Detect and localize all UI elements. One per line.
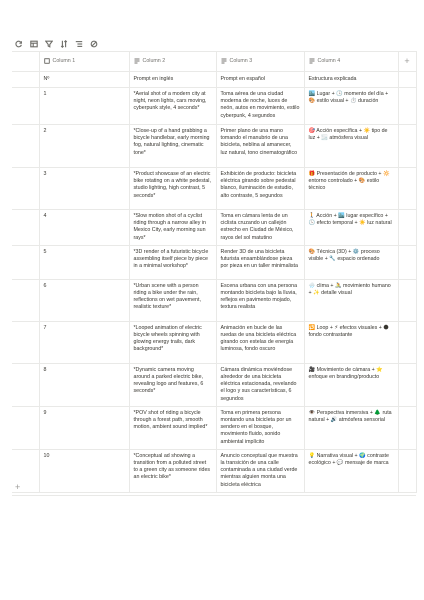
table-toolbar xyxy=(14,38,99,50)
cell-number[interactable]: 5 xyxy=(39,245,129,279)
empty-cell xyxy=(398,125,416,168)
text-property-icon xyxy=(134,58,140,64)
cell-prompt-en[interactable]: *Conceptual ad showing a transition from a polluted street to a green city as someone rides an electric bike* xyxy=(129,449,216,492)
empty-cell xyxy=(398,88,416,125)
cell-number[interactable]: 6 xyxy=(39,279,129,321)
database-table xyxy=(12,51,416,493)
empty-cell xyxy=(398,279,416,321)
cell-structure[interactable]: 🔁 Loop + ⚡ efectos visuales + 🌑 fondo contrastante xyxy=(304,321,398,363)
cell-structure[interactable]: 👁️ Perspectiva inmersiva + 🌲 ruta natural + 🔊 atmósfera sensorial xyxy=(304,406,398,449)
cell-prompt-es[interactable]: Cámara dinámica moviéndose alrededor de una bicicleta eléctrica estacionada, revelando el logo y sus características, 6 segundos xyxy=(216,363,304,406)
add-row-button[interactable]: + xyxy=(15,482,21,492)
table-row[interactable] xyxy=(12,245,416,279)
column-header-1[interactable] xyxy=(39,52,129,72)
row-handle xyxy=(12,245,39,279)
cell-number[interactable]: 7 xyxy=(39,321,129,363)
cell-prompt-es[interactable]: Toma en cámara lenta de un ciclista cruzando un callejón estrecho en Ciudad de México, rayos del sol matutino xyxy=(216,210,304,246)
cell-prompt-es[interactable]: Toma aérea de una ciudad moderna de noche, luces de neón, autos en movimiento, estilo cyberpunk, 4 segundos xyxy=(216,88,304,125)
table-row[interactable] xyxy=(12,210,416,246)
cell-number[interactable]: 1 xyxy=(39,88,129,125)
cell-structure[interactable]: 🎁 Presentación de producto + 🔆 entorno controlado + 🎨 estilo técnico xyxy=(304,168,398,210)
cell-prompt-en[interactable]: *Close-up of a hand grabbing a bicycle handlebar, early morning fog, natural lighting, cinematic tone* xyxy=(129,125,216,168)
group-icon[interactable] xyxy=(74,39,84,49)
row-handle xyxy=(12,168,39,210)
column-header-row xyxy=(12,52,416,72)
empty-cell xyxy=(398,72,416,88)
row-handle xyxy=(12,125,39,168)
table-row[interactable] xyxy=(12,363,416,406)
cell-number[interactable]: 8 xyxy=(39,363,129,406)
column-header-label: Column 1 xyxy=(52,57,76,64)
cell-prompt-en[interactable]: Prompt en inglés xyxy=(129,72,216,88)
cell-prompt-es[interactable]: Anuncio conceptual que muestra la transición de una calle contaminada a una ciudad verde mientras alguien monta una bicicleta eléctrica xyxy=(216,449,304,492)
cell-prompt-en[interactable]: *Dynamic camera moving around a parked electric bike, revealing logo and features, 6 seconds* xyxy=(129,363,216,406)
cell-structure[interactable]: 🎥 Movimiento de cámara + ⭐ enfoque en branding/producto xyxy=(304,363,398,406)
empty-cell xyxy=(398,168,416,210)
row-handle-header xyxy=(12,52,39,72)
cell-structure[interactable]: 🎯 Acción específica + ☀️ tipo de luz + 🌫️ atmósfera visual xyxy=(304,125,398,168)
table-row[interactable] xyxy=(12,125,416,168)
cell-number[interactable]: 4 xyxy=(39,210,129,246)
cell-number[interactable]: 3 xyxy=(39,168,129,210)
cell-number[interactable]: 2 xyxy=(39,125,129,168)
text-property-icon xyxy=(309,58,315,64)
row-handle xyxy=(12,321,39,363)
cell-prompt-en[interactable]: *POV shot of riding a bicycle through a forest path, smooth motion, ambient sound implied* xyxy=(129,406,216,449)
column-header-label: Column 3 xyxy=(229,57,253,64)
row-handle xyxy=(12,210,39,246)
cell-number[interactable]: 9 xyxy=(39,406,129,449)
empty-cell xyxy=(398,245,416,279)
column-header-label: Column 4 xyxy=(317,57,341,64)
add-column-button[interactable]: + xyxy=(398,52,416,72)
cell-number[interactable]: Nº xyxy=(39,72,129,88)
cell-structure[interactable]: 💡 Narrativa visual + 🌍 contraste ecológico + 💬 mensaje de marca xyxy=(304,449,398,492)
cell-prompt-es[interactable]: Primer plano de una mano tomando el manubrio de una bicicleta, neblina al amanecer, luz natural, tono cinematográfico xyxy=(216,125,304,168)
column-header-label: Column 2 xyxy=(142,57,166,64)
table-row[interactable] xyxy=(12,88,416,125)
table-row[interactable] xyxy=(12,279,416,321)
empty-cell xyxy=(398,210,416,246)
cell-number[interactable]: 10 xyxy=(39,449,129,492)
cell-prompt-es[interactable]: Render 3D de una bicicleta futurista ensamblándose pieza por pieza en un taller minimalista xyxy=(216,245,304,279)
column-header-3[interactable] xyxy=(216,52,304,72)
empty-cell xyxy=(398,406,416,449)
table-row[interactable] xyxy=(12,406,416,449)
cell-prompt-es[interactable]: Escena urbana con una persona montando bicicleta bajo la lluvia, reflejos en pavimento mojado, textura realista xyxy=(216,279,304,321)
text-property-icon xyxy=(221,58,227,64)
row-handle xyxy=(12,279,39,321)
cell-prompt-en[interactable]: *Slow motion shot of a cyclist riding through a narrow alley in Mexico City, early morning sun rays* xyxy=(129,210,216,246)
cell-prompt-en[interactable]: *Product showcase of an electric bike rotating on a white pedestal, studio lighting, high contrast, 5 seconds* xyxy=(129,168,216,210)
title-property-icon xyxy=(44,58,50,64)
refresh-icon[interactable] xyxy=(14,39,24,49)
columns-icon[interactable] xyxy=(29,39,39,49)
column-header-4[interactable] xyxy=(304,52,398,72)
cell-prompt-es[interactable]: Animación en bucle de las ruedas de una bicicleta eléctrica girando con estelas de energía luminosa, fondo oscuro xyxy=(216,321,304,363)
table-row[interactable] xyxy=(12,72,416,88)
empty-cell xyxy=(398,321,416,363)
column-header-2[interactable] xyxy=(129,52,216,72)
cell-structure[interactable]: Estructura explicada xyxy=(304,72,398,88)
row-handle xyxy=(12,363,39,406)
row-handle xyxy=(12,88,39,125)
filter-icon[interactable] xyxy=(44,39,54,49)
cell-structure[interactable]: 🌧️ clima + 🚴 movimiento humano + ✨ detalle visual xyxy=(304,279,398,321)
add-row-bar xyxy=(12,482,416,496)
cell-prompt-en[interactable]: *Aerial shot of a modern city at night, neon lights, cars moving, cyberpunk style, 4 seconds* xyxy=(129,88,216,125)
cell-prompt-es[interactable]: Toma en primera persona montando una bicicleta por un sendero en el bosque, movimiento fluido, sonido ambiental implícito xyxy=(216,406,304,449)
table-row[interactable] xyxy=(12,168,416,210)
row-handle xyxy=(12,406,39,449)
sort-icon[interactable] xyxy=(59,39,69,49)
cell-structure[interactable]: 🚶 Acción + 🏙️ lugar específico + 🕒 efecto temporal + ☀️ luz natural xyxy=(304,210,398,246)
cell-prompt-es[interactable]: Exhibición de producto: bicicleta eléctrica girando sobre pedestal blanco, iluminación de estudio, alto contraste, 5 segundos xyxy=(216,168,304,210)
cell-prompt-en[interactable]: *Urban scene with a person riding a bike under the rain, reflections on wet pavement, realistic texture* xyxy=(129,279,216,321)
cell-structure[interactable]: 🏙️ Lugar + 🕒 momento del día + 🎨 estilo visual + ⏱️ duración xyxy=(304,88,398,125)
cell-prompt-en[interactable]: *3D render of a futuristic bicycle assembling itself piece by piece in a minimal workshop* xyxy=(129,245,216,279)
empty-cell xyxy=(398,363,416,406)
cell-prompt-en[interactable]: *Looped animation of electric bicycle wheels spinning with glowing energy trails, dark background* xyxy=(129,321,216,363)
table-row[interactable] xyxy=(12,321,416,363)
cell-prompt-es[interactable]: Prompt en español xyxy=(216,72,304,88)
row-handle xyxy=(12,72,39,88)
hide-icon[interactable] xyxy=(89,39,99,49)
cell-structure[interactable]: 🎨 Técnica (3D) + ⚙️ proceso visible + 🔧 espacio ordenado xyxy=(304,245,398,279)
